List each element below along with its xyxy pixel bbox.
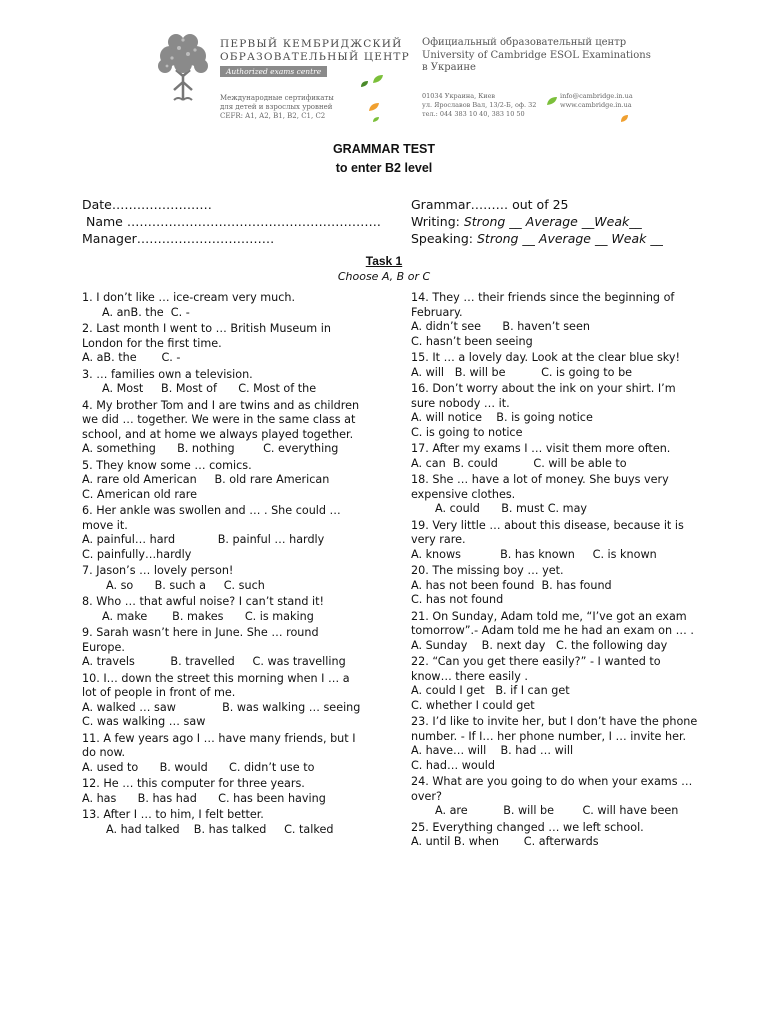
question-item <box>411 519 701 563</box>
org-tagline: Authorized exams centre <box>220 66 327 77</box>
org-name <box>220 38 410 64</box>
page-title: GRAMMAR TEST <box>332 142 436 156</box>
answer-options[interactable]: C. has not found <box>411 593 504 606</box>
question-text: 2. Last month I went to … British Museum in London for the first time. <box>82 322 331 350</box>
question-text: 18. She … have a lot of money. She buys very expensive clothes. <box>411 473 669 501</box>
address-line1: 01034 Украина, Киев <box>422 92 496 100</box>
answer-options[interactable]: C. was walking … saw <box>82 715 206 728</box>
center-line1: Официальный образовательный центр <box>422 37 627 48</box>
center-description <box>422 37 651 75</box>
answer-options[interactable]: A. until B. when C. afterwards <box>411 835 599 848</box>
answer-options[interactable]: A. will B. will be C. is going to be <box>411 365 633 379</box>
answer-options[interactable]: C. painfully…hardly <box>82 547 192 561</box>
question-item <box>411 442 701 471</box>
org-name-line2: ОБРАЗОВАТЕЛЬНЫЙ ЦЕНТР <box>220 51 410 63</box>
question-item <box>82 564 364 593</box>
cert-line2: для детей и взрослых уровней <box>220 103 333 111</box>
answer-options[interactable]: A. so B. such a C. such <box>106 578 265 592</box>
leaf-icon <box>546 96 558 106</box>
answer-options[interactable]: A. are B. will be C. will have been <box>435 804 679 817</box>
question-item <box>82 672 364 730</box>
question-item <box>411 775 701 819</box>
answer-options[interactable]: C. hasn’t been seeing <box>411 334 533 348</box>
question-item <box>82 291 364 320</box>
question-text: 20. The missing boy … yet. <box>411 564 564 577</box>
answer-options[interactable]: A. knows B. has known C. is known <box>411 547 657 561</box>
answer-options[interactable]: A. can B. could C. will be able to <box>411 456 627 470</box>
writing-label: Writing: <box>411 214 460 229</box>
cert-line3: CEFR: A1, A2, B1, B2, C1, C2 <box>220 112 326 120</box>
letterhead <box>150 26 650 130</box>
question-text: 6. Her ankle was swollen and … . She could … move it. <box>82 504 341 532</box>
question-item <box>411 473 701 517</box>
student-info <box>82 196 381 247</box>
question-text: 4. My brother Tom and I are twins and as children we did … together. We were in the same class at school, and at home we always played together. <box>82 398 360 441</box>
speaking-scale[interactable]: Strong __ Average __ Weak __ <box>476 231 663 246</box>
question-item <box>411 610 701 654</box>
question-text: 5. They know some … comics. <box>82 458 252 472</box>
task-instruction: Choose A, B or C <box>337 270 431 283</box>
question-text: 16. Don’t worry about the ink on your shirt. I’m sure nobody … it. <box>411 382 676 410</box>
leaf-icon <box>372 74 384 84</box>
answer-options[interactable]: A. have… will B. had … will <box>411 744 574 757</box>
grammar-score[interactable]: Grammar……… out of 25 <box>411 197 569 212</box>
question-text: 21. On Sunday, Adam told me, “I’ve got an exam tomorrow”.- Adam told me he had an exam on … . <box>411 609 694 637</box>
leaf-icon <box>360 80 369 88</box>
answer-options[interactable]: A. aB. the C. - <box>82 351 181 364</box>
answer-options[interactable]: A. could B. must C. may <box>435 502 588 515</box>
answer-options[interactable]: A. walked … saw B. was walking … seeing <box>82 700 361 714</box>
question-item <box>411 655 701 713</box>
question-text: 1. I don’t like … ice-cream very much. <box>82 291 296 304</box>
leaf-icon <box>620 114 629 123</box>
speaking-score <box>411 230 663 247</box>
question-item <box>82 322 364 366</box>
tree-logo-icon <box>152 30 214 102</box>
address-phone: тел.: 044 383 10 40, 383 10 50 <box>422 110 525 118</box>
answer-options[interactable]: C. had… would <box>411 758 496 772</box>
answer-options[interactable]: A. travels B. travelled C. was travelling <box>82 655 346 668</box>
email-link[interactable]: info@cambridge.in.ua <box>560 92 633 100</box>
leaf-icon <box>372 116 380 123</box>
question-item <box>411 821 701 850</box>
answer-options[interactable]: A. Most B. Most of C. Most of the <box>102 382 317 395</box>
address <box>422 92 536 119</box>
answer-options[interactable]: A. make B. makes C. is making <box>102 609 314 623</box>
answer-options[interactable]: A. something B. nothing C. everything <box>82 442 339 455</box>
question-item <box>82 732 364 776</box>
question-text: 15. It … a lovely day. Look at the clear blue sky! <box>411 351 680 364</box>
answer-options[interactable]: A. Sunday B. next day C. the following day <box>411 638 668 652</box>
question-text: 17. After my exams I … visit them more often. <box>411 442 671 455</box>
question-text: 12. He … this computer for three years. <box>82 777 305 790</box>
question-item <box>82 626 364 670</box>
question-item <box>411 291 701 349</box>
answer-options[interactable]: A. has B. has had C. has been having <box>82 791 326 805</box>
website-link[interactable]: www.cambridge.in.ua <box>560 101 632 109</box>
question-item <box>82 777 364 806</box>
answer-options[interactable]: A. didn’t see B. haven’t seen <box>411 320 590 333</box>
answer-options[interactable]: A. could I get B. if I can get <box>411 684 570 697</box>
cert-line1: Международные сертификаты <box>220 94 334 102</box>
question-text: 11. A few years ago I … have many friends, but I do now. <box>82 731 356 759</box>
answer-options[interactable]: A. painful… hard B. painful … hardly <box>82 533 325 546</box>
certificates-info <box>220 94 334 121</box>
question-text: 24. What are you going to do when your exams … over? <box>411 775 693 803</box>
question-text: 3. … families own a television. <box>82 367 253 381</box>
question-item <box>82 399 364 457</box>
questions-left-column <box>82 291 364 839</box>
question-text: 14. They … their friends since the beginning of February. <box>411 291 675 319</box>
question-item <box>411 351 701 380</box>
leaf-icon <box>368 102 380 112</box>
question-text: 13. After I … to him, I felt better. <box>82 808 264 821</box>
question-text: 19. Very little … about this disease, because it is very rare. <box>411 518 684 546</box>
question-item <box>411 382 701 440</box>
answer-options[interactable]: A. will notice B. is going notice <box>411 411 593 424</box>
question-text: 10. I… down the street this morning when I … a lot of people in front of me. <box>82 671 350 699</box>
question-item <box>82 808 364 837</box>
question-item <box>82 504 364 562</box>
center-line3: в Украине <box>422 62 476 73</box>
question-item <box>82 459 364 503</box>
task-title: Task 1 <box>365 254 403 268</box>
name-field[interactable]: Name ……………………………………………………. <box>86 214 381 229</box>
question-text: 7. Jason’s … lovely person! <box>82 564 234 577</box>
date-field[interactable]: Date…………………… <box>82 197 212 212</box>
writing-score <box>411 213 663 230</box>
center-line2: University of Cambridge ESOL Examinations <box>422 49 651 61</box>
answer-options[interactable]: A. anB. the C. - <box>102 305 190 319</box>
manager-field[interactable]: Manager…………………………… <box>82 231 275 246</box>
org-name-line1: ПЕРВЫЙ КЕМБРИДЖСКИЙ <box>220 38 403 50</box>
answer-options[interactable]: A. rare old American B. old rare American <box>82 473 330 486</box>
question-item <box>82 368 364 397</box>
question-text: 25. Everything changed … we left school. <box>411 820 644 834</box>
question-item <box>411 715 701 773</box>
answer-options[interactable]: A. has not been found B. has found <box>411 578 612 592</box>
speaking-label: Speaking: <box>411 231 473 246</box>
question-text: 23. I’d like to invite her, but I don’t have the phone number. - If I… her phone number, I … invite her. <box>411 715 698 743</box>
answer-options[interactable]: A. used to B. would C. didn’t use to <box>82 760 315 774</box>
answer-options[interactable]: C. is going to notice <box>411 425 523 439</box>
score-info <box>411 196 663 247</box>
answer-options[interactable]: C. American old rare <box>82 487 198 501</box>
address-line2: ул. Ярославов Вал, 13/2-Б, оф. 32 <box>422 101 537 109</box>
question-text: 22. “Can you get there easily?” - I wanted to know… there easily . <box>411 655 661 683</box>
questions-right-column <box>411 291 701 852</box>
question-text: 9. Sarah wasn’t here in June. She … round Europe. <box>82 626 319 654</box>
page-subtitle: to enter B2 level <box>335 161 433 175</box>
contacts <box>560 92 633 110</box>
writing-scale[interactable]: Strong __ Average __Weak__ <box>463 214 642 229</box>
answer-options[interactable]: A. had talked B. has talked C. talked <box>106 822 334 836</box>
question-text: 8. Who … that awful noise? I can’t stand it! <box>82 595 325 608</box>
answer-options[interactable]: C. whether I could get <box>411 698 535 712</box>
question-item <box>82 595 364 624</box>
question-item <box>411 564 701 608</box>
